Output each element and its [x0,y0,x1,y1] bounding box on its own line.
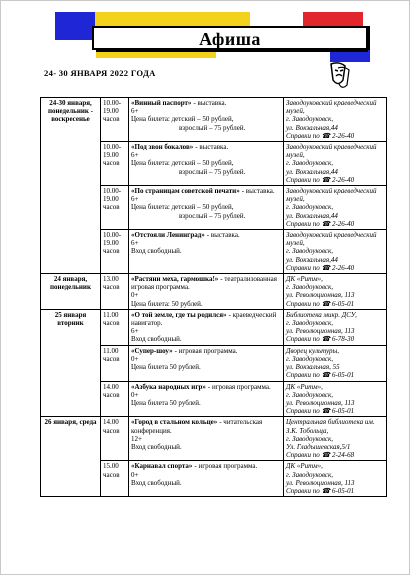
event-detail-line: 6+ [131,327,139,336]
event-date: 25 января вторник [41,309,101,416]
event-detail-line: 0+ [131,291,139,300]
place-line: ул. Вокзальная, 55 [286,363,340,372]
event-title: «Растяни меха, гармошка!» [131,275,219,284]
place-line: г. Заводоуковск, [286,283,334,292]
event-description [129,381,284,417]
event-detail-line: Цена билета: 50 рублей. [131,299,203,308]
event-detail-line: Цена билета: детский – 50 рублей, [131,115,234,124]
place-line: г. Заводоуковск, [286,434,334,443]
place-line: ул. Вокзальная,44 [286,211,338,220]
event-detail-line: Цена билета 50 рублей. [131,398,201,407]
event-title: «Отстояли Ленинград» [131,231,205,240]
place-line: г. Заводоуковск, [286,470,334,479]
event-place [284,274,387,310]
phone-info: Справки по ☎ 6-05-01 [286,299,355,308]
event-time: 10.00-19.00 часов [101,230,129,274]
event-detail-line: - выставка. [206,231,240,240]
decor-yellow-block [95,12,250,26]
event-row [41,309,387,345]
place-line: г. Заводоуковск, [286,203,334,212]
place-line: ул. Вокзальная,44 [286,123,338,132]
event-row [41,98,387,142]
event-title: «Город в стальном кольце» [131,418,218,427]
event-time: 10.00-19.00 часов [101,186,129,230]
event-description [129,186,284,230]
event-time: 11.00 часов [101,309,129,345]
phone-info: Справки по ☎ 2-24-68 [286,451,355,460]
event-date: 24 января, понедельник [41,274,101,310]
place-line: ул. Революционная, 113 [286,291,355,300]
title-box [92,26,370,50]
event-time: 15.00 часов [101,461,129,497]
event-detail-line: 6+ [131,239,139,248]
event-place [284,461,387,497]
place-line: г. Заводоуковск, [286,115,334,124]
decor-blue-block [55,12,95,40]
place-line: ДК «Ритм», [286,382,323,391]
page-title: Афиша [199,29,261,49]
place-line: ДК «Ритм», [286,275,323,284]
event-detail-line: 6+ [131,195,139,204]
event-time: 14.00 часов [101,381,129,417]
events-table [40,97,387,497]
event-place [284,381,387,417]
place-line: Библиотека микр. ДСУ, [286,310,357,319]
event-detail-line: - игровая программа. [194,462,258,471]
event-detail-line: 0+ [131,390,139,399]
event-place [284,309,387,345]
event-place [284,98,387,142]
place-line: Ул. Гладышевская,5/1 [286,442,351,451]
event-description [129,345,284,381]
event-row [41,417,387,461]
event-place [284,345,387,381]
event-detail-line: 0+ [131,470,139,479]
event-place [284,417,387,461]
event-row [41,274,387,310]
event-detail-line: взрослый – 75 рублей. [179,211,246,220]
place-line: ДК «Ритм», [286,462,323,471]
phone-info: Справки по ☎ 2-26-40 [286,219,355,228]
place-line: Заводоуковский краеведческий музей, [286,231,377,248]
event-time: 11.00 часов [101,345,129,381]
event-description [129,461,284,497]
event-detail-line: 0+ [131,354,139,363]
event-detail-line: - выставка. [193,99,227,107]
event-detail-line: - выставка. [241,187,275,196]
place-line: Заводоуковский краеведческий музей, [286,187,377,204]
event-detail-line: - игровая программа. [207,382,271,391]
event-place [284,230,387,274]
date-range-subtitle: 24- 30 ЯНВАРЯ 2022 ГОДА [44,68,156,78]
event-detail-line: Цена билета: детский – 50 рублей, [131,203,234,212]
phone-info: Справки по ☎ 2-26-40 [286,175,355,184]
place-line: г. Заводоуковск, [286,319,334,328]
event-description [129,142,284,186]
event-detail-line: Вход свободный. [131,247,182,256]
place-line: г. Заводоуковск, [286,247,334,256]
event-detail-line: взрослый – 75 рублей. [179,123,246,132]
event-title: «О той земле, где ты родился» [131,310,227,319]
event-time: 10.00-19.00 часов [101,142,129,186]
event-detail-line: Вход свободный. [131,442,182,451]
event-description [129,98,284,142]
phone-info: Справки по ☎ 2-26-40 [286,263,355,272]
event-title: «Карнавал спорта» [131,462,193,471]
event-title: «Под звон бокалов» [131,143,194,152]
event-detail-line: 6+ [131,107,139,116]
phone-info: Справки по ☎ 6-78-30 [286,335,355,344]
event-time: 13.00 часов [101,274,129,310]
place-line: ул. Революционная, 113 [286,478,355,487]
event-detail-line: Вход свободный. [131,478,182,487]
place-line: Заводоуковский краеведческий музей, [286,99,377,116]
event-description [129,230,284,274]
event-detail-line: - игровая программа. [174,346,238,355]
event-detail-line: Цена билета: детский – 50 рублей, [131,159,234,168]
event-detail-line: Вход свободный. [131,335,182,344]
event-time: 10.00-19.00 часов [101,98,129,142]
event-description [129,417,284,461]
place-line: ул. Вокзальная,44 [286,255,338,264]
phone-info: Справки по ☎ 6-05-01 [286,486,355,495]
event-detail-line: - краеведческий навигатор. [131,310,277,328]
place-line: ул. Революционная, 113 [286,398,355,407]
event-detail-line: - театрализованная игровая программа. [131,275,277,292]
event-place [284,142,387,186]
event-time: 14.00 часов [101,417,129,461]
event-detail-line: взрослый – 75 рублей. [179,167,246,176]
place-line: ул. Вокзальная,44 [286,167,338,176]
event-detail-line: Цена билета 50 рублей. [131,363,201,372]
event-description [129,274,284,310]
event-title: «По страницам советской печати» [131,187,240,196]
event-detail-line: - читательская конференция. [131,418,263,435]
event-detail-line: - выставка. [195,143,229,152]
place-line: Заводоуковский краеведческий музей, [286,143,377,160]
event-title: «Супер-шоу» [131,346,173,355]
event-title: «Азбука народных игр» [131,382,206,391]
event-description [129,309,284,345]
place-line: г. Заводоуковск, [286,354,334,363]
phone-info: Справки по ☎ 6-05-01 [286,407,355,416]
event-place [284,186,387,230]
place-line: ул. Революционная, 113 [286,327,355,336]
place-line: г. Заводоуковск, [286,390,334,399]
place-line: Центральная библиотека им. З.К. Тобольца, [286,418,375,435]
decor-yellow-bar [96,52,216,58]
event-date: 26 января, среда [41,417,101,497]
event-detail-line: 6+ [131,151,139,160]
phone-info: Справки по ☎ 6-05-01 [286,371,355,380]
theatre-masks-icon [328,60,350,90]
event-date: 24-30 января, понедельник - воскресенье [41,98,101,274]
place-line: г. Заводоуковск, [286,159,334,168]
phone-info: Справки по ☎ 2-26-40 [286,131,355,140]
place-line: Дворец культуры, [286,346,339,355]
event-title: «Винный паспорт» [131,99,192,107]
event-detail-line: 12+ [131,434,142,443]
